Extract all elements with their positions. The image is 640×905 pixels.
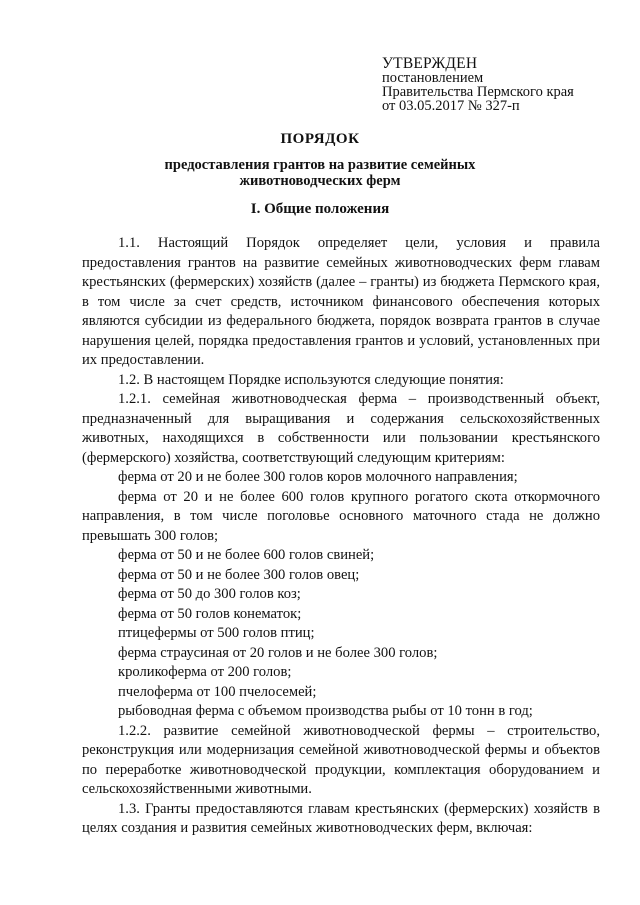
approval-heading: УТВЕРЖДЕН xyxy=(382,55,478,72)
approval-line-2: Правительства Пермского края xyxy=(382,84,574,100)
paragraph-1-1: 1.1. Настоящий Порядок определяет цели, условия и правила предоставления грантов на развитие семейных животноводческих ферм главам крестьянских (фермерских) хозяйств (далее – гранты) из бюджета Пермского края, в том числе за счет средств, источником финансового обеспечения которых являются субсидии из федерального бюджета, порядок возврата грантов в случае нарушения целей, порядка предоставления грантов и условий, установленных при их предоставлении. xyxy=(82,235,600,368)
criteria-item: рыбоводная ферма с объемом производства рыбы от 10 тонн в год; xyxy=(118,703,533,719)
subtitle-line-2: животноводческих ферм xyxy=(239,173,401,189)
paragraph-1-2-2: 1.2.2. развитие семейной животноводческой фермы – строительство, реконструкция или модернизация семейной животноводческой фермы и объектов по переработке животноводческой продукции, комплектация оборудованием и сельскохозяйственными животными. xyxy=(82,722,600,797)
criteria-item: ферма от 20 и не более 600 голов крупного рогатого скота откормочного направления, в том числе поголовье основного маточного стада не должно превышать 300 голов; xyxy=(82,488,600,544)
subtitle-line-1: предоставления грантов на развитие семейных xyxy=(164,157,476,173)
paragraph-1-2: 1.2. В настоящем Порядке используются следующие понятия: xyxy=(118,371,504,388)
criteria-item: ферма от 50 голов конематок; xyxy=(118,605,302,622)
document-subtitle xyxy=(0,157,640,189)
criteria-item: ферма от 50 и не более 300 голов овец; xyxy=(118,566,360,583)
criteria-item: ферма от 50 до 300 голов коз; xyxy=(118,586,301,602)
criteria-item: ферма от 50 и не более 600 голов свиней; xyxy=(118,547,375,563)
paragraph-1-2-1: 1.2.1. семейная животноводческая ферма – производственный объект, предназначенный для выращивания и содержания сельскохозяйственных животных, находящихся в собственности или пользовании крестьянского (фермерского) хозяйства, соответствующий следующим критериям: xyxy=(82,391,600,466)
approval-line-3: от 03.05.2017 № 327-п xyxy=(382,98,520,114)
criteria-item: кроликоферма от 200 голов; xyxy=(118,664,292,680)
criteria-item: пчелоферма от 100 пчелосемей; xyxy=(118,683,317,700)
criteria-item: ферма от 20 и не более 300 голов коров молочного направления; xyxy=(118,469,518,485)
criteria-item: птицефермы от 500 голов птиц; xyxy=(118,625,315,641)
document-body xyxy=(82,234,600,839)
approval-line-1: постановлением xyxy=(382,70,484,86)
section-heading: I. Общие положения xyxy=(250,201,390,217)
approval-stamp xyxy=(382,57,574,113)
criteria-item: ферма страусиная от 20 голов и не более 300 голов; xyxy=(118,644,438,661)
document-title: ПОРЯДОК xyxy=(280,131,360,147)
paragraph-1-3: 1.3. Гранты предоставляются главам крестьянских (фермерских) хозяйств в целях создания и развития семейных животноводческих ферм, включая: xyxy=(82,800,600,836)
